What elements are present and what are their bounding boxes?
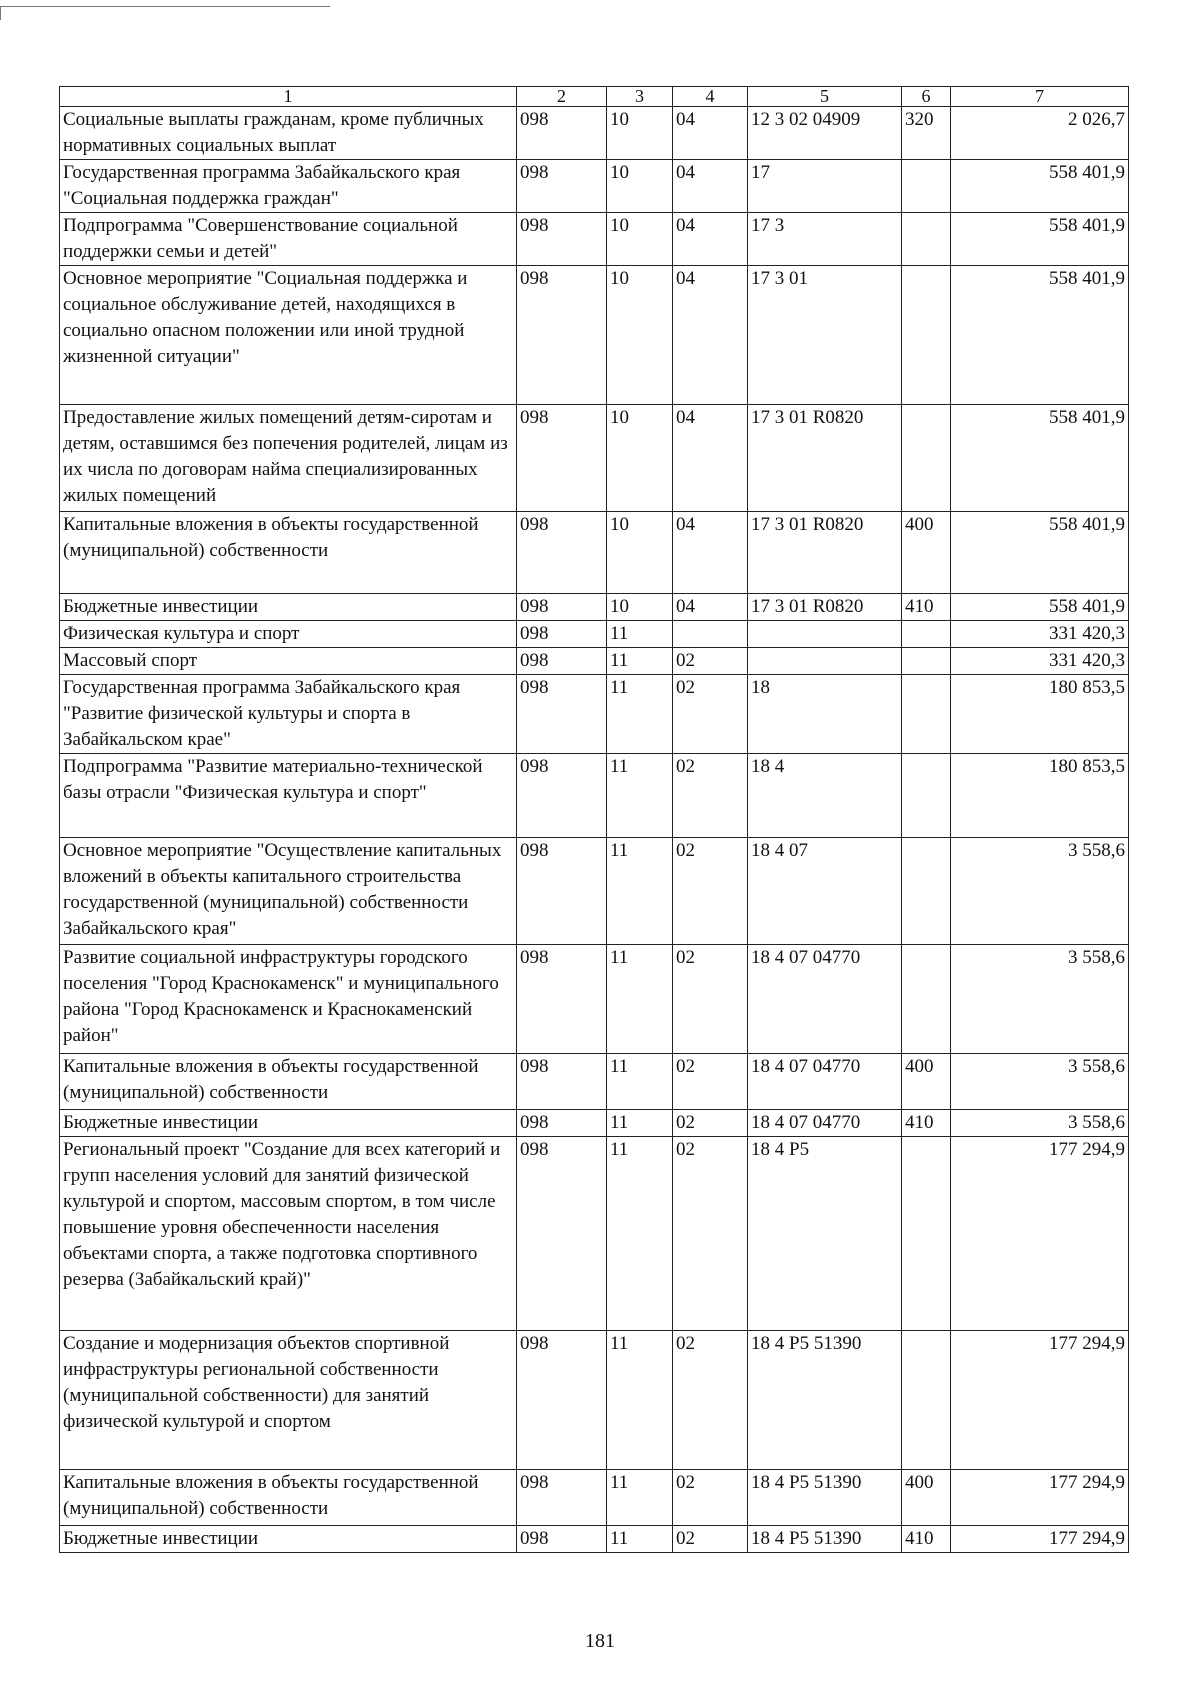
cell-admin-code: 098 — [517, 1137, 607, 1331]
table-header-row — [60, 87, 1129, 107]
cell-admin-code: 098 — [517, 754, 607, 838]
table-row — [60, 594, 1129, 621]
cell-subsection: 02 — [673, 1137, 748, 1331]
cell-admin-code: 098 — [517, 266, 607, 405]
cell-section: 11 — [607, 1331, 673, 1470]
column-header-7: 7 — [951, 87, 1129, 107]
cell-subsection: 04 — [673, 213, 748, 266]
cell-section: 11 — [607, 675, 673, 754]
cell-admin-code: 098 — [517, 594, 607, 621]
row-name: Бюджетные инвестиции — [60, 594, 517, 621]
cell-amount: 558 401,9 — [951, 266, 1129, 405]
table-row — [60, 945, 1129, 1054]
cell-amount: 331 420,3 — [951, 648, 1129, 675]
cell-target-code: 17 3 01 R0820 — [748, 405, 902, 512]
cell-expense-type — [902, 160, 951, 213]
row-name: Основное мероприятие "Социальная поддержка и социальное обслуживание детей, находящихся в социально опасном положении или иной трудной жизненной ситуации" — [60, 266, 517, 405]
cell-expense-type: 410 — [902, 594, 951, 621]
cell-expense-type — [902, 1137, 951, 1331]
table-row — [60, 160, 1129, 213]
column-header-5: 5 — [748, 87, 902, 107]
cell-target-code: 18 4 P5 51390 — [748, 1331, 902, 1470]
cell-expense-type — [902, 838, 951, 945]
page-number: 181 — [585, 1630, 615, 1652]
cell-subsection: 02 — [673, 648, 748, 675]
scan-edge-line — [0, 6, 330, 7]
row-name: Подпрограмма "Совершенствование социальной поддержки семьи и детей" — [60, 213, 517, 266]
cell-section: 10 — [607, 266, 673, 405]
cell-subsection: 04 — [673, 160, 748, 213]
cell-section: 10 — [607, 594, 673, 621]
cell-admin-code: 098 — [517, 1470, 607, 1526]
table-row — [60, 838, 1129, 945]
cell-amount: 177 294,9 — [951, 1526, 1129, 1553]
cell-target-code: 18 4 07 04770 — [748, 945, 902, 1054]
cell-expense-type — [902, 621, 951, 648]
cell-subsection: 02 — [673, 675, 748, 754]
table-row — [60, 512, 1129, 594]
cell-target-code: 17 — [748, 160, 902, 213]
row-name: Подпрограмма "Развитие материально-технической базы отрасли "Физическая культура и спорт" — [60, 754, 517, 838]
cell-target-code: 17 3 01 R0820 — [748, 512, 902, 594]
cell-target-code: 18 — [748, 675, 902, 754]
row-name: Региональный проект "Создание для всех категорий и групп населения условий для занятий физической культурой и спортом, массовым спортом, в том числе повышение уровня обеспеченности населения объектами спорта, а также подготовка спортивного резерва (Забайкальский край)" — [60, 1137, 517, 1331]
cell-target-code: 17 3 01 — [748, 266, 902, 405]
cell-target-code: 18 4 — [748, 754, 902, 838]
cell-subsection: 02 — [673, 1331, 748, 1470]
cell-subsection — [673, 621, 748, 648]
table-row — [60, 675, 1129, 754]
cell-target-code: 18 4 07 — [748, 838, 902, 945]
cell-target-code: 18 4 P5 — [748, 1137, 902, 1331]
cell-target-code: 17 3 01 R0820 — [748, 594, 902, 621]
cell-admin-code: 098 — [517, 160, 607, 213]
row-name: Создание и модернизация объектов спортивной инфраструктуры региональной собственности (муниципальной собственности) для занятий физической культурой и спортом — [60, 1331, 517, 1470]
row-name: Капитальные вложения в объекты государственной (муниципальной) собственности — [60, 512, 517, 594]
cell-target-code: 18 4 P5 51390 — [748, 1526, 902, 1553]
cell-section: 10 — [607, 213, 673, 266]
cell-amount: 177 294,9 — [951, 1137, 1129, 1331]
cell-section: 11 — [607, 648, 673, 675]
table-row — [60, 1110, 1129, 1137]
row-name: Государственная программа Забайкальского края "Социальная поддержка граждан" — [60, 160, 517, 213]
cell-admin-code: 098 — [517, 405, 607, 512]
table-row — [60, 213, 1129, 266]
column-header-2: 2 — [517, 87, 607, 107]
cell-amount: 558 401,9 — [951, 160, 1129, 213]
row-name: Бюджетные инвестиции — [60, 1110, 517, 1137]
table-row — [60, 1470, 1129, 1526]
cell-expense-type — [902, 213, 951, 266]
cell-section: 11 — [607, 1470, 673, 1526]
cell-subsection: 02 — [673, 945, 748, 1054]
row-name: Предоставление жилых помещений детям-сиротам и детям, оставшимся без попечения родителей, лицам из их числа по договорам найма специализированных жилых помещений — [60, 405, 517, 512]
cell-admin-code: 098 — [517, 512, 607, 594]
cell-subsection: 04 — [673, 107, 748, 160]
column-header-4: 4 — [673, 87, 748, 107]
cell-subsection: 02 — [673, 838, 748, 945]
cell-expense-type — [902, 675, 951, 754]
table-row — [60, 621, 1129, 648]
cell-admin-code: 098 — [517, 648, 607, 675]
table-row — [60, 1137, 1129, 1331]
cell-admin-code: 098 — [517, 675, 607, 754]
row-name: Основное мероприятие "Осуществление капитальных вложений в объекты капитального строительства государственной (муниципальной) собственности Забайкальского края" — [60, 838, 517, 945]
row-name: Массовый спорт — [60, 648, 517, 675]
column-header-1: 1 — [60, 87, 517, 107]
cell-target-code: 18 4 07 04770 — [748, 1054, 902, 1110]
cell-amount: 177 294,9 — [951, 1470, 1129, 1526]
cell-expense-type: 400 — [902, 1470, 951, 1526]
row-name: Государственная программа Забайкальского края "Развитие физической культуры и спорта в Забайкальском крае" — [60, 675, 517, 754]
cell-admin-code: 098 — [517, 838, 607, 945]
cell-expense-type — [902, 1331, 951, 1470]
scan-edge-mark — [0, 6, 1, 20]
cell-admin-code: 098 — [517, 1526, 607, 1553]
cell-amount: 3 558,6 — [951, 945, 1129, 1054]
cell-expense-type — [902, 754, 951, 838]
cell-target-code — [748, 648, 902, 675]
cell-amount: 558 401,9 — [951, 512, 1129, 594]
cell-target-code: 17 3 — [748, 213, 902, 266]
cell-amount: 3 558,6 — [951, 1110, 1129, 1137]
cell-amount: 558 401,9 — [951, 405, 1129, 512]
budget-table — [59, 86, 1129, 1553]
cell-section: 11 — [607, 838, 673, 945]
cell-section: 11 — [607, 1054, 673, 1110]
row-name: Социальные выплаты гражданам, кроме публичных нормативных социальных выплат — [60, 107, 517, 160]
cell-section: 10 — [607, 107, 673, 160]
cell-amount: 3 558,6 — [951, 1054, 1129, 1110]
column-header-6: 6 — [902, 87, 951, 107]
cell-expense-type — [902, 648, 951, 675]
cell-amount: 180 853,5 — [951, 675, 1129, 754]
cell-subsection: 04 — [673, 405, 748, 512]
cell-subsection: 04 — [673, 594, 748, 621]
cell-expense-type: 320 — [902, 107, 951, 160]
cell-expense-type — [902, 266, 951, 405]
table-row — [60, 1526, 1129, 1553]
row-name: Физическая культура и спорт — [60, 621, 517, 648]
cell-subsection: 04 — [673, 266, 748, 405]
cell-admin-code: 098 — [517, 1110, 607, 1137]
table-row — [60, 648, 1129, 675]
cell-amount: 177 294,9 — [951, 1331, 1129, 1470]
cell-target-code: 18 4 P5 51390 — [748, 1470, 902, 1526]
cell-subsection: 02 — [673, 1110, 748, 1137]
cell-amount: 3 558,6 — [951, 838, 1129, 945]
column-header-3: 3 — [607, 87, 673, 107]
cell-section: 11 — [607, 945, 673, 1054]
table-row — [60, 754, 1129, 838]
cell-admin-code: 098 — [517, 945, 607, 1054]
cell-expense-type: 410 — [902, 1110, 951, 1137]
cell-section: 11 — [607, 1110, 673, 1137]
cell-admin-code: 098 — [517, 621, 607, 648]
cell-subsection: 02 — [673, 754, 748, 838]
cell-amount: 2 026,7 — [951, 107, 1129, 160]
cell-section: 10 — [607, 512, 673, 594]
cell-admin-code: 098 — [517, 1331, 607, 1470]
row-name: Капитальные вложения в объекты государственной (муниципальной) собственности — [60, 1054, 517, 1110]
table-row — [60, 405, 1129, 512]
cell-admin-code: 098 — [517, 107, 607, 160]
row-name: Капитальные вложения в объекты государственной (муниципальной) собственности — [60, 1470, 517, 1526]
cell-section: 11 — [607, 1526, 673, 1553]
cell-section: 11 — [607, 1137, 673, 1331]
cell-section: 11 — [607, 754, 673, 838]
cell-amount: 180 853,5 — [951, 754, 1129, 838]
cell-section: 11 — [607, 621, 673, 648]
table-row — [60, 107, 1129, 160]
cell-subsection: 04 — [673, 512, 748, 594]
cell-section: 10 — [607, 160, 673, 213]
cell-amount: 558 401,9 — [951, 594, 1129, 621]
cell-subsection: 02 — [673, 1054, 748, 1110]
cell-expense-type: 400 — [902, 1054, 951, 1110]
table-row — [60, 1054, 1129, 1110]
cell-target-code: 12 3 02 04909 — [748, 107, 902, 160]
cell-target-code — [748, 621, 902, 648]
cell-admin-code: 098 — [517, 213, 607, 266]
cell-section: 10 — [607, 405, 673, 512]
cell-expense-type — [902, 405, 951, 512]
table-row — [60, 1331, 1129, 1470]
table-row — [60, 266, 1129, 405]
cell-target-code: 18 4 07 04770 — [748, 1110, 902, 1137]
cell-expense-type: 400 — [902, 512, 951, 594]
cell-subsection: 02 — [673, 1526, 748, 1553]
cell-amount: 331 420,3 — [951, 621, 1129, 648]
cell-subsection: 02 — [673, 1470, 748, 1526]
cell-admin-code: 098 — [517, 1054, 607, 1110]
row-name: Развитие социальной инфраструктуры городского поселения "Город Краснокаменск" и муниципального района "Город Краснокаменск и Краснокаменский район" — [60, 945, 517, 1054]
cell-expense-type — [902, 945, 951, 1054]
cell-amount: 558 401,9 — [951, 213, 1129, 266]
cell-expense-type: 410 — [902, 1526, 951, 1553]
row-name: Бюджетные инвестиции — [60, 1526, 517, 1553]
